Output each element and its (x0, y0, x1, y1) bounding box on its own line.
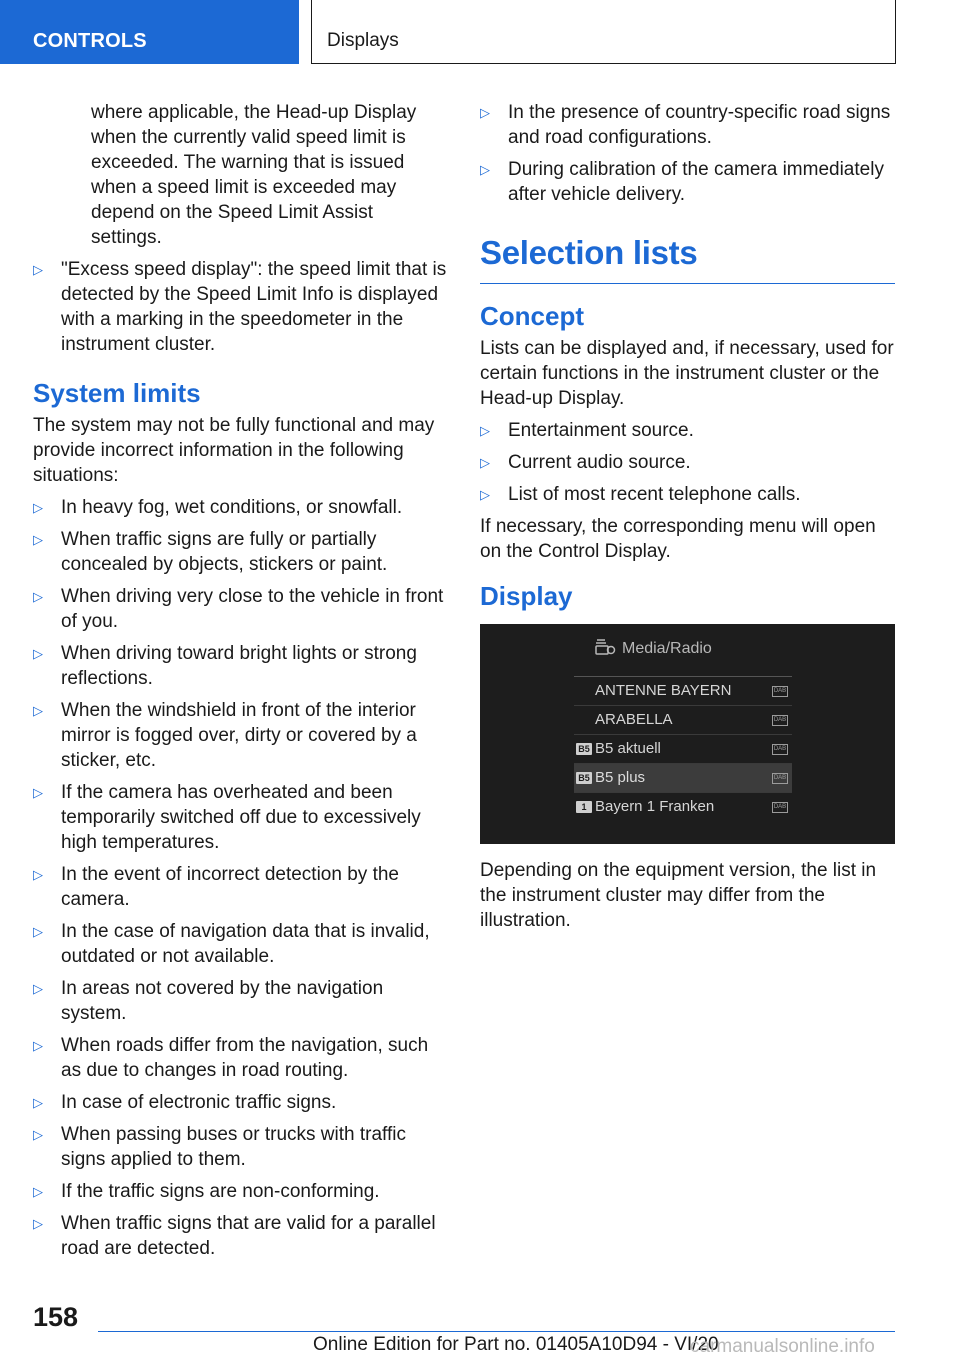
dab-icon: DAB (772, 773, 788, 784)
dab-icon: DAB (772, 686, 788, 697)
system-limits-heading: System limits (33, 378, 201, 408)
triangle-bullet-icon: ▷ (33, 1095, 43, 1110)
media-radio-icon (594, 638, 616, 656)
list-item: ▷ In the event of incorrect detection by the camera. (33, 864, 399, 910)
chapter-title: Displays (311, 0, 896, 64)
concept-after-text: If necessary, the corresponding menu will open on the Control Display. (480, 516, 876, 562)
page-header (0, 0, 960, 66)
triangle-bullet-icon: ▷ (33, 646, 43, 661)
list-item: ▷ If the camera has overheated and been temporarily switched off due to excessively high temperatures. (33, 782, 421, 853)
station-row: 1 Bayern 1 Franken DAB (574, 792, 792, 821)
station-row-selected: B5 B5 plus DAB (574, 763, 792, 792)
continued-list (480, 100, 895, 207)
section-tab: CONTROLS (0, 0, 299, 64)
station-logo-icon: B5 (576, 743, 592, 755)
station-row: ANTENNE BAYERN DAB (574, 676, 792, 705)
concept-text: Lists can be displayed and, if necessary, used for certain functions in the instrument cluster or the Head-up Display. (480, 338, 894, 409)
page-number: 158 (33, 1302, 79, 1332)
list-item: ▷ When passing buses or trucks with traffic signs applied to them. (33, 1124, 406, 1170)
station-row: ARABELLA DAB (574, 705, 792, 734)
list-item: ▷ In areas not covered by the navigation system. (33, 978, 384, 1024)
list-item: ▷ Current audio source. (480, 452, 691, 473)
station-logo-icon: B5 (576, 772, 592, 784)
triangle-bullet-icon: ▷ (33, 924, 43, 939)
list-item: ▷ In the presence of country-specific road signs and road configurations. (480, 102, 891, 148)
triangle-bullet-icon: ▷ (33, 981, 43, 996)
selection-lists-heading: Selection lists (480, 233, 895, 284)
watermark: carmanualsonline.info (690, 1336, 875, 1357)
media-radio-screenshot (480, 624, 895, 844)
list-item: ▷ When traffic signs that are valid for a parallel road are detected. (33, 1213, 436, 1259)
list-item: ▷ In heavy fog, wet conditions, or snowfall. (33, 497, 403, 518)
triangle-bullet-icon: ▷ (33, 1038, 43, 1053)
triangle-bullet-icon: ▷ (480, 455, 490, 470)
system-limits-list (33, 495, 448, 1261)
list-item: ▷ During calibration of the camera immediately after vehicle delivery. (480, 159, 884, 205)
intro-list (33, 257, 448, 357)
list-item: ▷ When the windshield in front of the interior mirror is fogged over, dirty or covered by a sticker, etc. (33, 700, 417, 771)
footer-divider (98, 1331, 895, 1332)
edition-note: Online Edition for Part no. 01405A10D94 - VI/20 (313, 1334, 719, 1355)
list-item: ▷ Entertainment source. (480, 420, 694, 441)
triangle-bullet-icon: ▷ (480, 487, 490, 502)
triangle-bullet-icon: ▷ (33, 1184, 43, 1199)
triangle-bullet-icon: ▷ (480, 105, 490, 120)
triangle-bullet-icon: ▷ (33, 1127, 43, 1142)
triangle-bullet-icon: ▷ (33, 500, 43, 515)
list-item: ▷ "Excess speed display": the speed limit that is detected by the Speed Limit Info is displayed with a marking in the speedometer in the instrument cluster. (33, 259, 447, 355)
dab-icon: DAB (772, 715, 788, 726)
left-column (33, 100, 448, 1268)
triangle-bullet-icon: ▷ (33, 262, 43, 277)
list-item: ▷ In the case of navigation data that is invalid, outdated or not available. (33, 921, 430, 967)
list-item: ▷ When driving toward bright lights or strong reflections. (33, 643, 417, 689)
right-column (480, 100, 895, 940)
triangle-bullet-icon: ▷ (33, 867, 43, 882)
system-limits-intro: The system may not be fully functional and may provide incorrect information in the following situations: (33, 415, 435, 486)
concept-list (480, 418, 895, 507)
list-item: ▷ If the traffic signs are non-conforming. (33, 1181, 380, 1202)
triangle-bullet-icon: ▷ (480, 162, 490, 177)
intro-continuation: where applicable, the Head-up Display when the currently valid speed limit is exceeded. The warning that is issued when a speed limit is exceeded may depend on the Speed Limit Assist settings. (91, 102, 417, 248)
dab-icon: DAB (772, 802, 788, 813)
display-text: Depending on the equipment version, the list in the instrument cluster may differ from the illustration. (480, 860, 877, 931)
list-item: ▷ List of most recent telephone calls. (480, 484, 801, 505)
triangle-bullet-icon: ▷ (33, 703, 43, 718)
station-row: B5 B5 aktuell DAB (574, 734, 792, 763)
list-item: ▷ When traffic signs are fully or partially concealed by objects, stickers or paint. (33, 529, 388, 575)
triangle-bullet-icon: ▷ (33, 785, 43, 800)
concept-heading: Concept (480, 301, 584, 331)
triangle-bullet-icon: ▷ (33, 532, 43, 547)
list-item: ▷ When roads differ from the navigation, such as due to changes in road routing. (33, 1035, 429, 1081)
list-item: ▷ When driving very close to the vehicle in front of you. (33, 586, 444, 632)
triangle-bullet-icon: ▷ (480, 423, 490, 438)
triangle-bullet-icon: ▷ (33, 589, 43, 604)
dab-icon: DAB (772, 744, 788, 755)
triangle-bullet-icon: ▷ (33, 1216, 43, 1231)
list-item: ▷ In case of electronic traffic signs. (33, 1092, 337, 1113)
display-heading: Display (480, 581, 573, 611)
figure-title: Media/Radio (622, 640, 712, 657)
station-logo-icon: 1 (576, 801, 592, 813)
station-list (574, 676, 792, 821)
